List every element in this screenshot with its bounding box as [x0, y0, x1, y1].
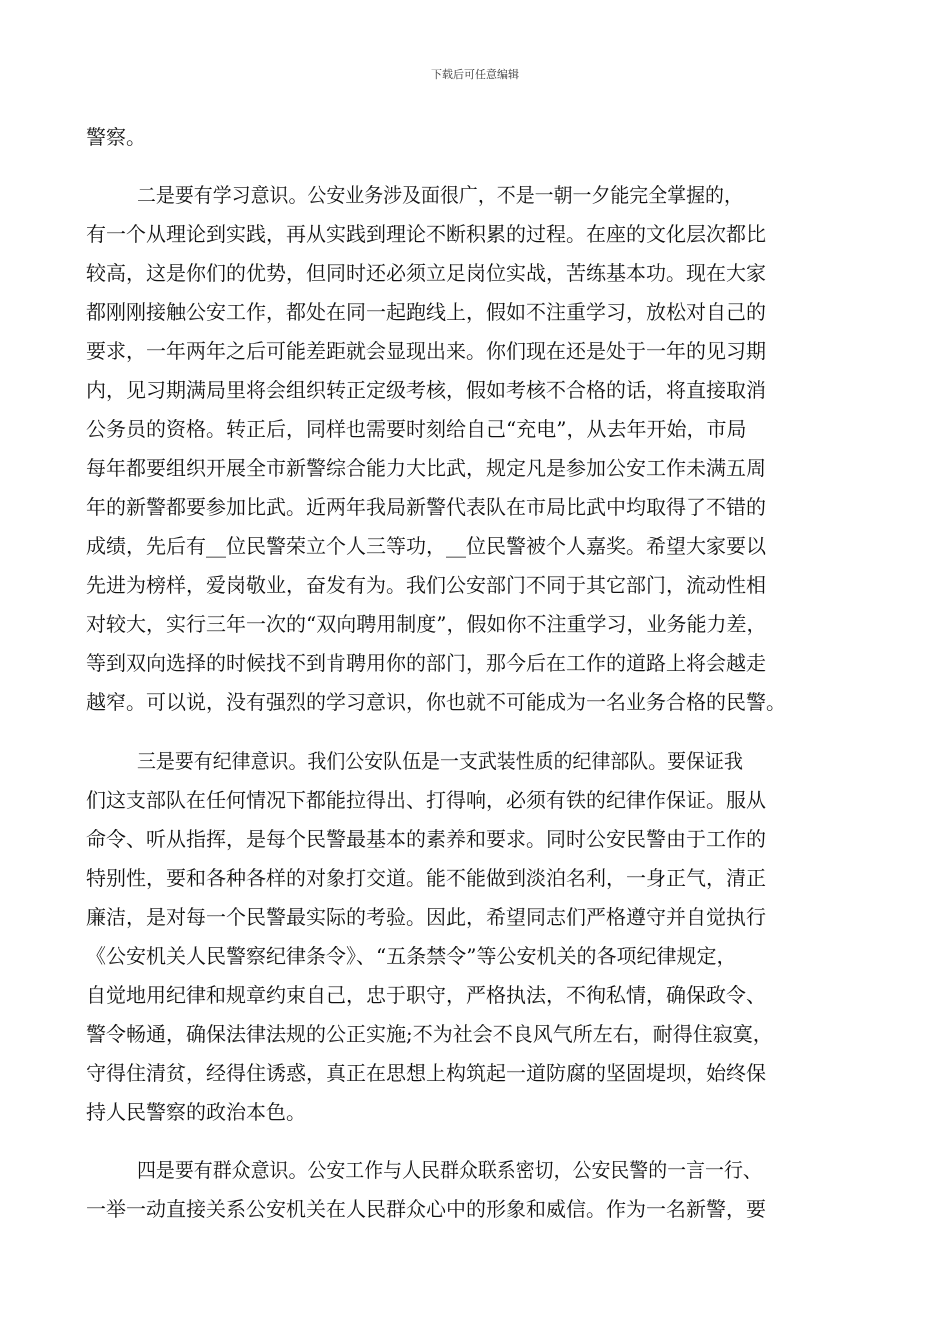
text-line: 内，见习期满局里将会组织转正定级考核，假如考核不合格的话，将直接取消: [86, 378, 766, 402]
text-line: 警令畅通，确保法律法规的公正实施;不为社会不良风气所左右，耐得住寂寞，: [86, 1022, 773, 1046]
text-line: 公务员的资格。转正后，同样也需要时刻给自己“充电”，从去年开始，市局: [86, 417, 747, 441]
paragraph-first-line: 二是要有学习意识。公安业务涉及面很广，不是一朝一夕能完全掌握的，: [137, 183, 743, 207]
text-line: 命令、听从指挥，是每个民警最基本的素养和要求。同时公安民警由于工作的: [86, 827, 766, 851]
text-line: 持人民警察的政治本色。: [86, 1100, 306, 1124]
text-line: 警察。: [86, 125, 146, 149]
text-line: 要求，一年两年之后可能差距就会显现出来。你们现在还是处于一年的见习期: [86, 339, 766, 363]
text-line: 自觉地用纪律和规章约束自己，忠于职守，严格执法，不徇私情，确保政令、: [86, 983, 766, 1007]
text-line: 有一个从理论到实践，再从实践到理论不断积累的过程。在座的文化层次都比: [86, 222, 766, 246]
text-line: 都刚刚接触公安工作，都处在同一起跑线上，假如不注重学习，放松对自己的: [86, 300, 766, 324]
text-line: 们这支部队在任何情况下都能拉得出、打得响，必须有铁的纪律作保证。服从: [86, 788, 766, 812]
text-line: 先进为榜样，爱岗敬业，奋发有为。我们公安部门不同于其它部门，流动性相: [86, 573, 766, 597]
text-line: 等到双向选择的时候找不到肯聘用你的部门，那今后在工作的道路上将会越走: [86, 651, 766, 675]
text-line: 每年都要组织开展全市新警综合能力大比武，规定凡是参加公安工作未满五周: [86, 456, 766, 480]
text-line: 较高，这是你们的优势，但同时还必须立足岗位实战，苦练基本功。现在大家: [86, 261, 766, 285]
text-line: 廉洁，是对每一个民警最实际的考验。因此，希望同志们严格遵守并自觉执行: [86, 905, 766, 929]
text-line: 年的新警都要参加比武。近两年我局新警代表队在市局比武中均取得了不错的: [86, 495, 766, 519]
paragraph-first-line: 四是要有群众意识。公安工作与人民群众联系密切，公安民警的一言一行、: [137, 1158, 762, 1182]
text-line: 守得住清贫，经得住诱惑，真正在思想上构筑起一道防腐的坚固堤坝，始终保: [86, 1061, 766, 1085]
page-header: 下载后可任意编辑: [431, 68, 519, 81]
text-line: 对较大，实行三年一次的“双向聘用制度”，假如你不注重学习，业务能力差，: [86, 612, 767, 636]
text-line: 《公安机关人民警察纪律条令》、“五条禁令”等公安机关的各项纪律规定，: [86, 944, 737, 968]
text-line: 成绩，先后有__位民警荣立个人三等功，__位民警被个人嘉奖。希望大家要以: [86, 534, 766, 558]
text-line: 特别性，要和各种各样的对象打交道。能不能做到淡泊名利，一身正气，清正: [86, 866, 766, 890]
text-line: 一举一动直接关系公安机关在人民群众心中的形象和威信。作为一名新警，要: [86, 1197, 766, 1221]
paragraph-first-line: 三是要有纪律意识。我们公安队伍是一支武装性质的纪律部队。要保证我: [137, 749, 743, 773]
text-line: 越窄。可以说，没有强烈的学习意识，你也就不可能成为一名业务合格的民警。: [86, 690, 786, 714]
